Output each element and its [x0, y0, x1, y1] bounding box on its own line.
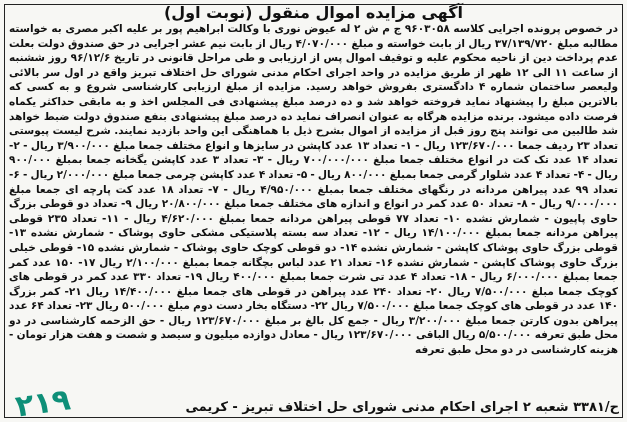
handwritten-number-stamp: ۲۱۹ — [13, 382, 73, 425]
notice-body: در خصوص پرونده اجرایی کلاسه ۹۶۰۳۰۵۸ ج م ش ۲ له عیوض نوری با وکالت ابراهیم پور بر علیه اکبر مصری به خواسته مطالبه مبلغ ۳۷/۱۳۹/۷۲۰ ریال از بابت خواسته و مبلغ ۴/۰۷۰/۰۰۰ ریال از بابت نیم عشر اجرایی در حق صندوق دولت بعلت عدم پرداخت دین از ناحیه محکوم علیه و توقیف اموال پس از ارزیابی و طی مراحل قانونی در تاریخ ۹۶/۱۲/۶ روز ششنبه از ساعت ۱۱ الی ۱۲ ظهر از طریق مزایده در واحد اجرای احکام مدنی شورای حل اختلاف تبریز واقع در اول سر بالائی ولیعصر ساختمان شماره ۴ دادگستری بفروش خواهد رسید. مزایده از مبلغ ارزیابی کارشناسی شروع و به کسی که بالاترین مبلغ را پیشنهاد نماید فروخته خواهد شد و ده درصد مبلغ پیشنهادی فی المجلس اخذ و به مابقی حداکثر یکماه فرصت داده میشود. برنده مزایده هرگاه به عنوان انصراف نماید ده درصد مبلغ پیشنهادی بنفع صندوق دولت ضبط خواهد شد طالبین می توانند پنج روز قبل از مزایده از اموال بشرح ذیل با هماهنگی این واحد بازدید نمایند. شرح لیست پیوستی تعداد ۲۳ ردیف جمعا ۱۲۳/۶۷۰/۰۰۰ ریال - ۱- تعداد ۱۳ عدد کاپشن در سایزها و انواع مختلف جمعا مبلغ ۳/۹۰۰/۰۰۰ ریال - ۲- تعداد ۱۴ عدد تک کت در انواع مختلف جمعا مبلغ ۷۰۰/۰۰۰/۰۰۰ ریال - ۳- تعداد ۳ عدد کاپشن یگخانه جمعا بمبلغ ۹۰۰/۰۰۰ ریال - ۴- تعداد ۴ عدد شلوار گرمی جمعا بمبلغ ۸۰۰/۰۰۰ ریال - ۵- تعداد ۴ عدد کاپشن چرمی جمعا مبلغ ۲/۰۰۰/۰۰۰ ریال - ۶- تعداد ۹۹ عدد پیراهن مردانه در رنگهای مختلف جمعا بمبلغ ۴/۹۵۰/۰۰۰ ریال - ۷- تعداد ۱۸ عدد کت پارچه ای جمعا مبلغ ۹/۰۰۰/۰۰۰ ریال - ۸- تعداد ۵۰ عدد کمر در انواع و اندازه های مختلف جمعا مبلغ ۲۰/۸۰۰/۰۰۰ ریال ۹- تعداد دو قوطی بزرگ حاوی پاپیون - شمارش نشده ۱۰- تعداد ۷۷ قوطی پیراهن مردانه جمعا بمبلغ ۴/۶۲۰/۰۰۰ ریال - ۱۱- تعداد ۲۳۵ قوطی پیراهن مردانه جمعا بمبلغ ۱۴/۱۰۰/۰۰۰ ریال - ۱۲- تعداد سه بسته پلاستیکی مشکی حاوی پوشاک - شمارش نشده ۱۳- قوطی بزرگ حاوی پوشاک کاپشن - شمارش نشده ۱۴- دو قوطی کوچک حاوی پوشاک - شمارش نشده ۱۵- قوطی خیلی بزرگ حاوی پوشاک کاپشن - شمارش نشده ۱۶- تعداد ۲۱ عدد لباس بچگانه جمعا بمبلغ ۲/۱۰۰/۰۰۰ ریال ۱۷- ۱۵۰ عدد کمر جمعا بمبلغ ۶/۰۰۰/۰۰۰ ریال - ۱۸- تعداد ۴ عدد تی شرت جمعا بمبلغ ۴۰۰/۰۰۰ ریال ۱۹- تعداد ۳۳۰ عدد کمر در قوطی های کوچک جمعا مبلغ ۷/۵۰۰/۰۰۰ ریال ۲۰- تعداد ۲۴۰ عدد پیراهن در قوطی های جمعا مبلغ ۱۴/۴۰۰/۰۰۰ ریال ۲۱- کمر بزرگ ۱۴۰ عدد در قوطی های کوچک جمعا مبلغ ۷/۵۰۰/۰۰۰ ریال ۲۲- دستگاه بخار دست دوم مبلغ ۵۰۰/۰۰۰ ریال ۲۳- تعداد ۶۴ عدد پیراهن بدون کارتن جمعا مبلغ ۳/۲۰۰/۰۰۰ ریال - جمع کل بالغ بر مبلغ ۱۲۳/۶۷۰/۰۰۰ ریال - حق الزحمه کارشناسی در دو محل طبق تعرفه ۵/۵۰۰/۰۰۰ ریال الباقی ۱۲۳/۶۷۰/۰۰۰ ریال - معادل دوازده میلیون و سیصد و شصت و هفت هزار تومان - هزینه کارشناسی در دو محل طبق تعرفه — [9, 23, 619, 357]
notice-title: آگهی مزایده اموال منقول (نوبت اول) — [163, 3, 463, 22]
notice-footer: ح/۳۳۸۱ شعبه ۲ اجرای احکام مدنی شورای حل اختلاف تبریز - کریمی — [185, 400, 619, 415]
